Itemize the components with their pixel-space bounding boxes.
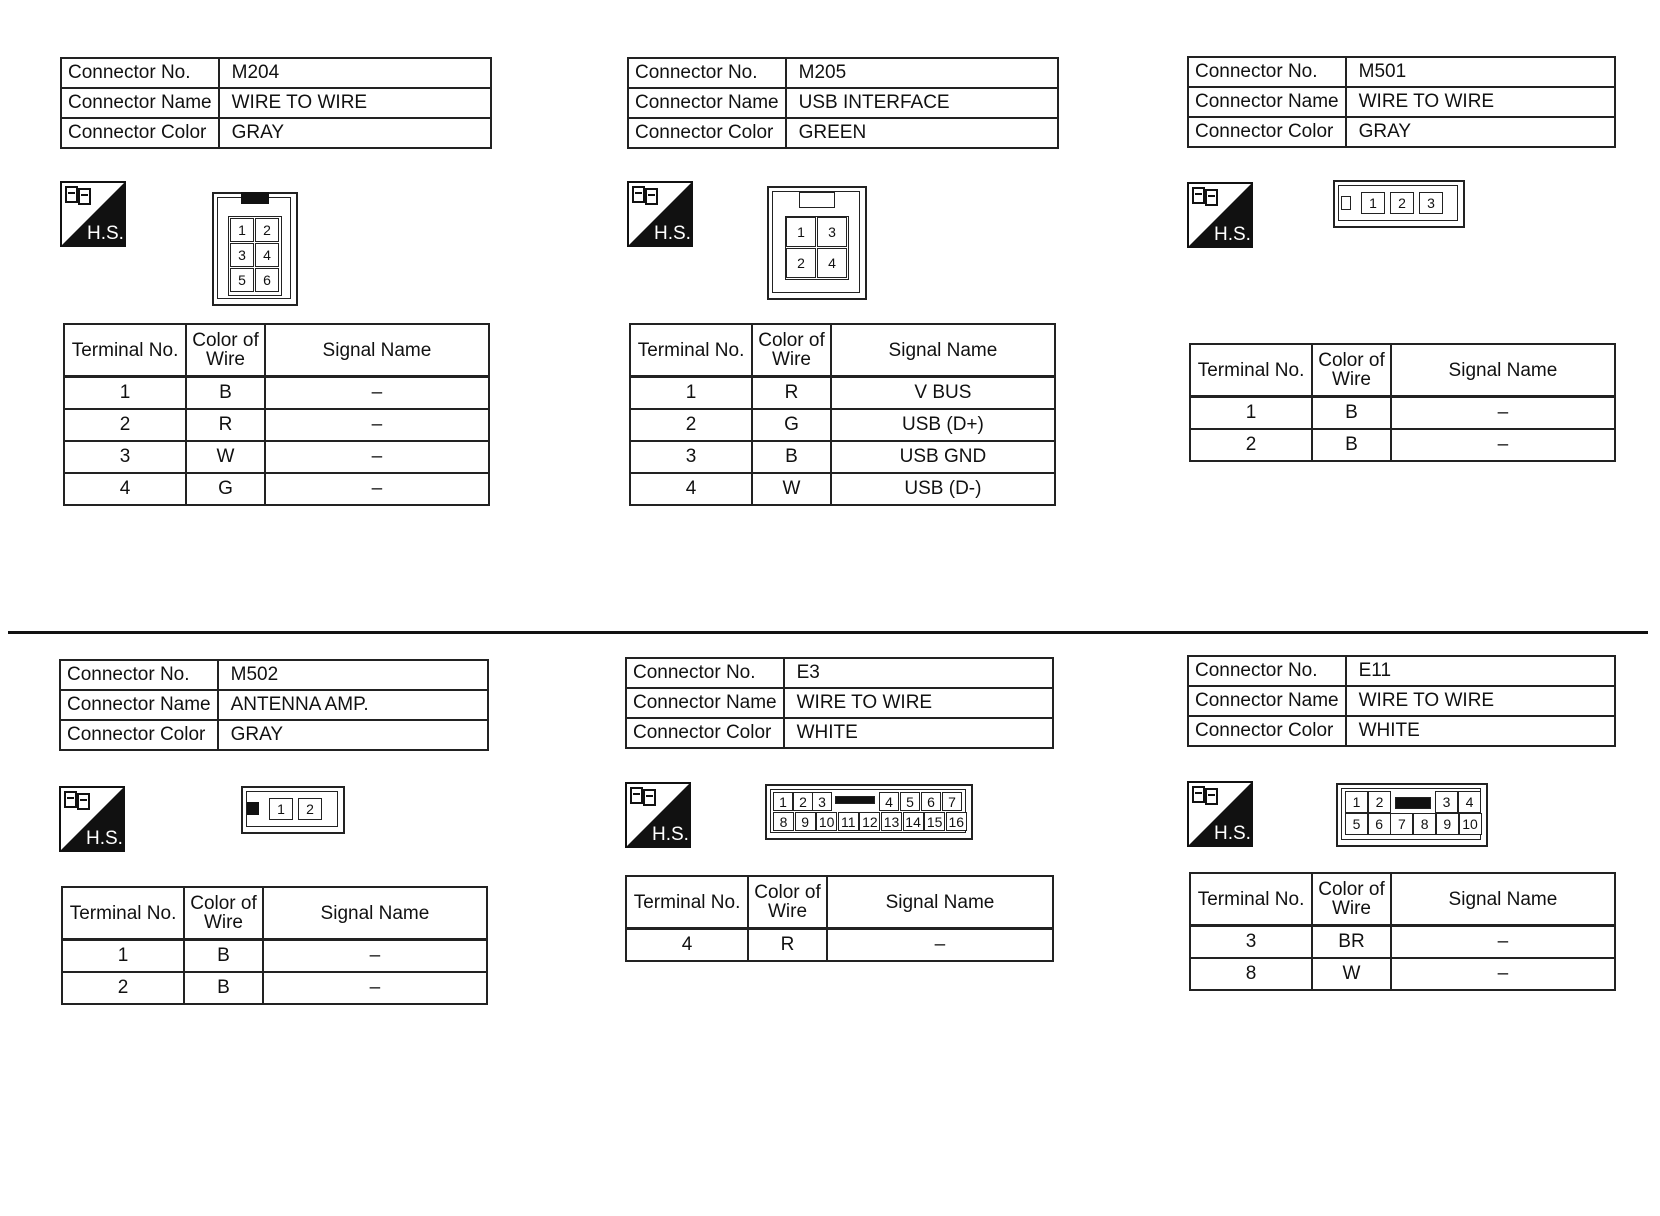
info-value: WIRE TO WIRE <box>1346 87 1615 117</box>
terminal-no: 3 <box>64 441 186 473</box>
info-value: WIRE TO WIRE <box>1346 686 1615 716</box>
terminal-row <box>64 473 489 505</box>
info-value: GRAY <box>218 720 488 750</box>
connector-pin: 6 <box>1368 813 1391 835</box>
terminal-no: 4 <box>630 473 752 505</box>
info-row <box>61 118 491 148</box>
connector-pin: 10 <box>816 812 837 831</box>
signal-name: USB (D-) <box>831 473 1055 505</box>
terminal-table <box>1189 872 1616 991</box>
wire-color: R <box>752 377 831 410</box>
connector-pin: 6 <box>255 268 279 292</box>
connector-pin: 2 <box>786 248 816 278</box>
connector-pin: 14 <box>903 812 924 831</box>
wire-color: B <box>1312 397 1391 430</box>
info-value: E3 <box>784 658 1053 688</box>
header-terminal-no: Terminal No. <box>1190 344 1312 397</box>
connector-pin: 7 <box>942 792 962 811</box>
terminal-header-row <box>62 887 487 940</box>
signal-name: USB (D+) <box>831 409 1055 441</box>
header-color-of-wire-line2: Wire <box>205 349 246 370</box>
terminal-row <box>62 940 487 973</box>
connector-pin: 3 <box>817 217 847 247</box>
header-color-of-wire <box>186 324 265 377</box>
connector-face <box>212 192 298 306</box>
wire-color: BR <box>1312 926 1391 959</box>
info-label: Connector Name <box>1188 686 1346 716</box>
header-color-of-wire-line2: Wire <box>771 349 812 370</box>
terminal-no: 2 <box>62 972 184 1004</box>
info-row <box>626 718 1053 748</box>
info-label: Connector Color <box>1188 117 1346 147</box>
terminal-header-row <box>1190 873 1615 926</box>
header-color-of-wire-line1: Color of <box>1318 350 1385 371</box>
terminal-no: 1 <box>62 940 184 973</box>
info-row <box>1188 686 1615 716</box>
signal-name: – <box>265 441 489 473</box>
wire-color: B <box>1312 429 1391 461</box>
header-terminal-no: Terminal No. <box>630 324 752 377</box>
info-label: Connector Name <box>60 690 218 720</box>
info-label: Connector Color <box>61 118 219 148</box>
connector-info-table <box>1187 56 1616 148</box>
header-color-of-wire-line1: Color of <box>754 882 821 903</box>
connector-pin: 12 <box>859 812 880 831</box>
info-label: Connector Color <box>626 718 784 748</box>
terminal-header-row <box>626 876 1053 929</box>
info-value: WIRE TO WIRE <box>784 688 1053 718</box>
info-label: Connector No. <box>60 660 218 690</box>
info-row <box>60 720 488 750</box>
header-signal-name: Signal Name <box>263 887 487 940</box>
info-label: Connector No. <box>628 58 786 88</box>
connector-pin: 1 <box>269 798 293 820</box>
connector-info-table <box>59 659 489 751</box>
section-divider <box>8 631 1648 634</box>
wire-color: W <box>186 441 265 473</box>
terminal-no: 2 <box>630 409 752 441</box>
info-label: Connector Name <box>61 88 219 118</box>
harness-side-icon <box>59 786 125 852</box>
wire-color: W <box>752 473 831 505</box>
connector-info-table <box>1187 655 1616 747</box>
info-value: ANTENNA AMP. <box>218 690 488 720</box>
connector-pin: 4 <box>1458 791 1481 813</box>
connector-info-table <box>627 57 1059 149</box>
harness-side-icon <box>1187 781 1253 847</box>
terminal-row <box>626 929 1053 962</box>
info-label: Connector Name <box>1188 87 1346 117</box>
info-row <box>628 88 1058 118</box>
wire-color: B <box>184 972 263 1004</box>
connector-pin: 2 <box>255 218 279 242</box>
signal-name: – <box>263 940 487 973</box>
header-color-of-wire-line1: Color of <box>758 330 825 351</box>
header-color-of-wire <box>184 887 263 940</box>
terminal-no: 4 <box>626 929 748 962</box>
connector-pin: 10 <box>1459 813 1482 835</box>
header-color-of-wire <box>1312 873 1391 926</box>
signal-name: – <box>265 473 489 505</box>
header-color-of-wire <box>748 876 827 929</box>
connector-pin: 2 <box>298 798 322 820</box>
connector-pin: 3 <box>230 243 254 267</box>
info-label: Connector Color <box>60 720 218 750</box>
connector-pin: 2 <box>1368 791 1391 813</box>
terminal-no: 3 <box>630 441 752 473</box>
terminal-row <box>1190 958 1615 990</box>
terminal-row <box>1190 926 1615 959</box>
info-value: GREEN <box>786 118 1058 148</box>
info-label: Connector Name <box>626 688 784 718</box>
signal-name: – <box>1391 958 1615 990</box>
connector-pin: 15 <box>924 812 945 831</box>
wire-color: R <box>748 929 827 962</box>
info-value: M205 <box>786 58 1058 88</box>
connector-pin: 4 <box>255 243 279 267</box>
svg-text:H.S.: H.S. <box>654 223 691 244</box>
connector-lock <box>241 192 269 204</box>
connector-pin: 5 <box>230 268 254 292</box>
signal-name: USB GND <box>831 441 1055 473</box>
connector-info-table <box>60 57 492 149</box>
info-row <box>626 658 1053 688</box>
connector-face <box>767 186 867 300</box>
wire-color: R <box>186 409 265 441</box>
wire-color: G <box>186 473 265 505</box>
signal-name: – <box>827 929 1053 962</box>
info-row <box>1188 716 1615 746</box>
info-value: M502 <box>218 660 488 690</box>
terminal-row <box>62 972 487 1004</box>
terminal-row <box>64 377 489 410</box>
header-color-of-wire-line2: Wire <box>203 912 244 933</box>
connector-pin: 1 <box>773 792 793 811</box>
terminal-no: 3 <box>1190 926 1312 959</box>
info-value: GRAY <box>219 118 491 148</box>
terminal-table <box>63 323 490 506</box>
terminal-no: 1 <box>630 377 752 410</box>
connector-pin: 9 <box>795 812 816 831</box>
connector-pin: 16 <box>946 812 967 831</box>
info-label: Connector Color <box>628 118 786 148</box>
connector-pin: 1 <box>786 217 816 247</box>
info-label: Connector No. <box>1188 656 1346 686</box>
info-row <box>626 688 1053 718</box>
connector-pin: 8 <box>1413 813 1436 835</box>
svg-text:H.S.: H.S. <box>86 828 123 849</box>
connector-pin: 4 <box>879 792 899 811</box>
connector-pin: 1 <box>230 218 254 242</box>
terminal-table <box>629 323 1056 506</box>
info-row <box>1188 117 1615 147</box>
header-color-of-wire-line1: Color of <box>192 330 259 351</box>
connector-pin: 7 <box>1390 813 1413 835</box>
info-row <box>628 118 1058 148</box>
connector-pin: 2 <box>1390 192 1414 214</box>
header-color-of-wire-line2: Wire <box>1331 898 1372 919</box>
header-signal-name: Signal Name <box>265 324 489 377</box>
info-row <box>60 660 488 690</box>
info-label: Connector No. <box>61 58 219 88</box>
connector-pin: 5 <box>900 792 920 811</box>
header-terminal-no: Terminal No. <box>626 876 748 929</box>
svg-text:H.S.: H.S. <box>652 824 689 845</box>
connector-pin: 3 <box>1435 791 1458 813</box>
connector-pin: 13 <box>881 812 902 831</box>
info-value: M204 <box>219 58 491 88</box>
info-label: Connector No. <box>1188 57 1346 87</box>
header-signal-name: Signal Name <box>1391 344 1615 397</box>
connector-pin: 3 <box>1419 192 1443 214</box>
terminal-row <box>630 441 1055 473</box>
connector-face <box>241 786 345 834</box>
connector-pin: 1 <box>1361 192 1385 214</box>
connector-pin: 4 <box>817 248 847 278</box>
signal-name: – <box>1391 429 1615 461</box>
info-row <box>61 58 491 88</box>
info-label: Connector No. <box>626 658 784 688</box>
terminal-header-row <box>64 324 489 377</box>
info-row <box>1188 656 1615 686</box>
info-row <box>60 690 488 720</box>
signal-name: – <box>263 972 487 1004</box>
connector-pin: 2 <box>793 792 813 811</box>
info-label: Connector Color <box>1188 716 1346 746</box>
header-signal-name: Signal Name <box>827 876 1053 929</box>
connector-pin: 6 <box>921 792 941 811</box>
svg-text:H.S.: H.S. <box>87 223 124 244</box>
terminal-table <box>61 886 488 1005</box>
info-row <box>628 58 1058 88</box>
connector-lock <box>1341 196 1351 210</box>
connector-key-block <box>835 796 875 804</box>
connector-pin: 9 <box>1436 813 1459 835</box>
terminal-no: 2 <box>1190 429 1312 461</box>
connector-pin: 11 <box>838 812 859 831</box>
signal-name: – <box>1391 397 1615 430</box>
signal-name: V BUS <box>831 377 1055 410</box>
terminal-no: 4 <box>64 473 186 505</box>
connector-lock <box>247 802 259 815</box>
wire-color: B <box>752 441 831 473</box>
info-row <box>61 88 491 118</box>
harness-side-icon <box>1187 182 1253 248</box>
terminal-row <box>64 441 489 473</box>
terminal-no: 1 <box>1190 397 1312 430</box>
header-terminal-no: Terminal No. <box>1190 873 1312 926</box>
info-row <box>1188 57 1615 87</box>
wire-color: W <box>1312 958 1391 990</box>
header-color-of-wire-line2: Wire <box>767 901 808 922</box>
connector-info-table <box>625 657 1054 749</box>
connector-face <box>1336 783 1488 847</box>
info-value: GRAY <box>1346 117 1615 147</box>
terminal-row <box>1190 397 1615 430</box>
terminal-row <box>630 377 1055 410</box>
header-signal-name: Signal Name <box>831 324 1055 377</box>
info-value: WHITE <box>1346 716 1615 746</box>
info-value: M501 <box>1346 57 1615 87</box>
svg-text:H.S.: H.S. <box>1214 823 1251 844</box>
header-color-of-wire <box>1312 344 1391 397</box>
connector-pin: 8 <box>773 812 794 831</box>
connector-key-block <box>1395 797 1431 809</box>
info-label: Connector Name <box>628 88 786 118</box>
terminal-header-row <box>1190 344 1615 397</box>
harness-side-icon <box>627 181 693 247</box>
terminal-no: 1 <box>64 377 186 410</box>
info-value: WHITE <box>784 718 1053 748</box>
connector-pin: 3 <box>812 792 832 811</box>
signal-name: – <box>265 377 489 410</box>
terminal-no: 8 <box>1190 958 1312 990</box>
connector-face <box>1333 180 1465 228</box>
header-color-of-wire-line1: Color of <box>1318 879 1385 900</box>
header-color-of-wire-line1: Color of <box>190 893 257 914</box>
header-terminal-no: Terminal No. <box>62 887 184 940</box>
terminal-row <box>630 409 1055 441</box>
terminal-no: 2 <box>64 409 186 441</box>
info-value: E11 <box>1346 656 1615 686</box>
svg-text:H.S.: H.S. <box>1214 224 1251 245</box>
header-signal-name: Signal Name <box>1391 873 1615 926</box>
terminal-header-row <box>630 324 1055 377</box>
terminal-row <box>64 409 489 441</box>
harness-side-icon <box>60 181 126 247</box>
wire-color: G <box>752 409 831 441</box>
terminal-table <box>1189 343 1616 462</box>
info-row <box>1188 87 1615 117</box>
header-color-of-wire <box>752 324 831 377</box>
connector-face <box>765 784 973 840</box>
terminal-row <box>1190 429 1615 461</box>
wire-color: B <box>184 940 263 973</box>
header-color-of-wire-line2: Wire <box>1331 369 1372 390</box>
harness-side-icon <box>625 782 691 848</box>
signal-name: – <box>265 409 489 441</box>
connector-pin: 1 <box>1345 791 1368 813</box>
connector-lock <box>799 192 835 208</box>
wire-color: B <box>186 377 265 410</box>
terminal-table <box>625 875 1054 962</box>
terminal-row <box>630 473 1055 505</box>
signal-name: – <box>1391 926 1615 959</box>
connector-pin: 5 <box>1345 813 1368 835</box>
info-value: USB INTERFACE <box>786 88 1058 118</box>
header-terminal-no: Terminal No. <box>64 324 186 377</box>
info-value: WIRE TO WIRE <box>219 88 491 118</box>
